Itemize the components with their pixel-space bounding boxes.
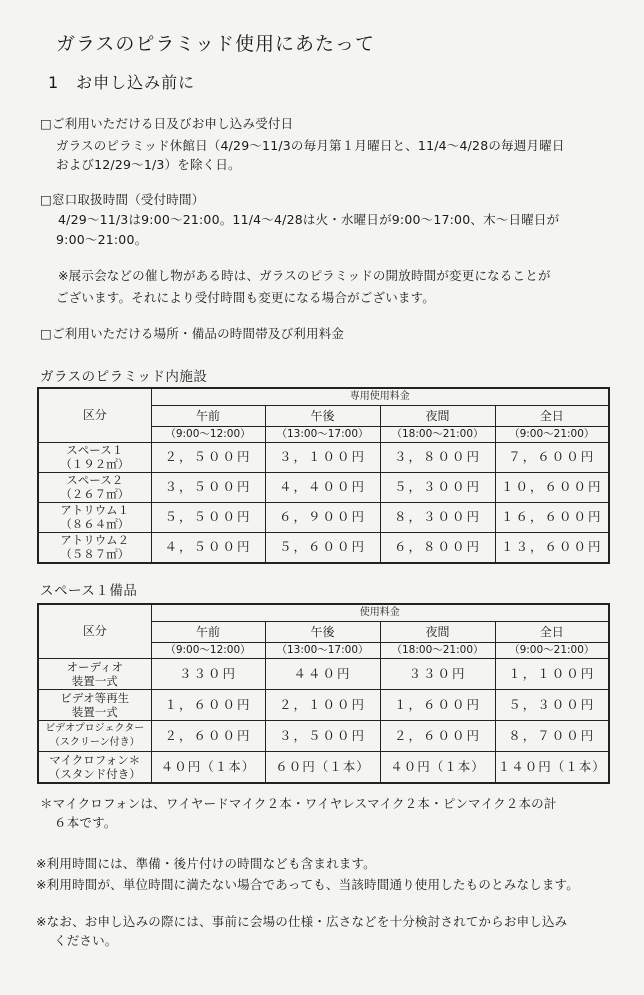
footnote-mic-2: ６本です。 [54,815,117,830]
table-row [38,751,609,783]
table2-col-allday: 全日 [495,621,609,642]
note-usage-time: ※利用時間には、準備・後片付けの時間なども含まれます。 [36,856,376,871]
table-row [38,689,609,720]
table-row [38,532,609,563]
fee-cell: ２，５００円 [151,442,265,472]
table-row [38,720,609,751]
heading-dates: □ご利用いただける日及びお申し込み受付日 [40,116,294,131]
fee-cell: ４４０円 [265,658,380,689]
fee-cell: ８，７００円 [495,720,609,751]
table2-time-allday: （9:00〜21:00） [495,642,609,658]
row-label: アトリウム２ （５８７㎡） [38,532,151,563]
table1-caption: ガラスのピラミッド内施設 [40,369,208,385]
table2-time-evening: （18:00〜21:00） [380,642,495,658]
table1-col-evening: 夜間 [380,405,495,426]
table2-col-morning: 午前 [151,621,265,642]
table-row [38,472,609,502]
text-dates-2: および12/29〜1/3）を除く日。 [56,157,241,172]
text-hours-2: 9:00〜21:00。 [56,232,148,247]
fee-cell: １，１００円 [495,658,609,689]
table1-group-header: 専用使用料金 [151,388,609,405]
equipment-fee-table [37,603,610,784]
fee-cell: ３，５００円 [151,472,265,502]
row-label: スペース２ （２６７㎡） [38,472,151,502]
table2-col-afternoon: 午後 [265,621,380,642]
table1-col-allday: 全日 [495,405,609,426]
table1-col-morning: 午前 [151,405,265,426]
fee-cell: １，６００円 [151,689,265,720]
text-dates-1: ガラスのピラミッド休館日（4/29〜11/3の毎月第１月曜日と、11/4〜4/28の毎週月曜日 [56,138,565,153]
fee-cell: ５，３００円 [495,689,609,720]
section-heading: 1 お申し込み前に [48,73,196,92]
row-label: ビデオプロジェクター （スクリーン付き） [38,720,151,751]
table1-time-afternoon: （13:00〜17:00） [265,426,380,442]
table1-category-header: 区分 [38,388,151,442]
fee-cell: ８，３００円 [380,502,495,532]
table-row [38,442,609,472]
table2-time-morning: （9:00〜12:00） [151,642,265,658]
table1-time-morning: （9:00〜12:00） [151,426,265,442]
fee-cell: ３，８００円 [380,442,495,472]
fee-cell: ５，６００円 [265,532,380,563]
facility-fee-table [37,387,610,564]
fee-cell: １，６００円 [380,689,495,720]
fee-cell: ３３０円 [380,658,495,689]
row-label: アトリウム１ （８６４㎡） [38,502,151,532]
fee-cell: ４０円（１本） [380,751,495,783]
fee-cell: １０，６００円 [495,472,609,502]
table2-caption: スペース１備品 [40,583,138,599]
table1-time-evening: （18:00〜21:00） [380,426,495,442]
table1-col-afternoon: 午後 [265,405,380,426]
fee-cell: １４０円（１本） [495,751,609,783]
note-application-2: ください。 [54,933,118,948]
table-row [38,658,609,689]
page-title: ガラスのピラミッド使用にあたって [56,33,376,55]
table2-time-afternoon: （13:00〜17:00） [265,642,380,658]
table2-group-header: 使用料金 [151,604,609,621]
row-label: スペース１ （１９２㎡） [38,442,151,472]
fee-cell: ６，９００円 [265,502,380,532]
table1-time-allday: （9:00〜21:00） [495,426,609,442]
fee-cell: ５，５００円 [151,502,265,532]
note-exhibition-1: ※展示会などの催し物がある時は、ガラスのピラミッドの開放時間が変更になることが [58,268,551,283]
text-hours-1: 4/29〜11/3は9:00〜21:00。11/4〜4/28は火・水曜日が9:00〜17:00、木〜日曜日が [58,212,560,227]
fee-cell: ５，３００円 [380,472,495,502]
heading-hours: □窓口取扱時間（受付時間） [40,192,205,207]
note-exhibition-2: ございます。それにより受付時間も変更になる場合がございます。 [56,290,436,305]
fee-cell: １３，６００円 [495,532,609,563]
note-application-1: ※なお、お申し込みの際には、事前に会場の仕様・広さなどを十分検討されてからお申し込み [36,914,568,929]
row-label: オーディオ 装置一式 [38,658,151,689]
table2-col-evening: 夜間 [380,621,495,642]
fee-cell: ２，６００円 [151,720,265,751]
heading-fees: □ご利用いただける場所・備品の時間帯及び利用料金 [40,326,345,341]
note-unit-time: ※利用時間が、単位時間に満たない場合であっても、当該時間通り使用したものとみなします。 [36,877,579,892]
table2-category-header: 区分 [38,604,151,658]
fee-cell: ２，６００円 [380,720,495,751]
fee-cell: ４０円（１本） [151,751,265,783]
fee-cell: ３，５００円 [265,720,380,751]
fee-cell: ２，１００円 [265,689,380,720]
fee-cell: ３，１００円 [265,442,380,472]
fee-cell: ４，５００円 [151,532,265,563]
footnote-mic-1: ＊マイクロフォンは、ワイヤードマイク２本・ワイヤレスマイク２本・ピンマイク２本の計 [40,796,557,811]
row-label: ビデオ等再生 装置一式 [38,689,151,720]
fee-cell: ４，４００円 [265,472,380,502]
fee-cell: ６０円（１本） [265,751,380,783]
fee-cell: ３３０円 [151,658,265,689]
fee-cell: １６，６００円 [495,502,609,532]
fee-cell: ６，８００円 [380,532,495,563]
fee-cell: ７，６００円 [495,442,609,472]
row-label: マイクロフォン＊ （スタンド付き） [38,751,151,783]
table-row [38,502,609,532]
